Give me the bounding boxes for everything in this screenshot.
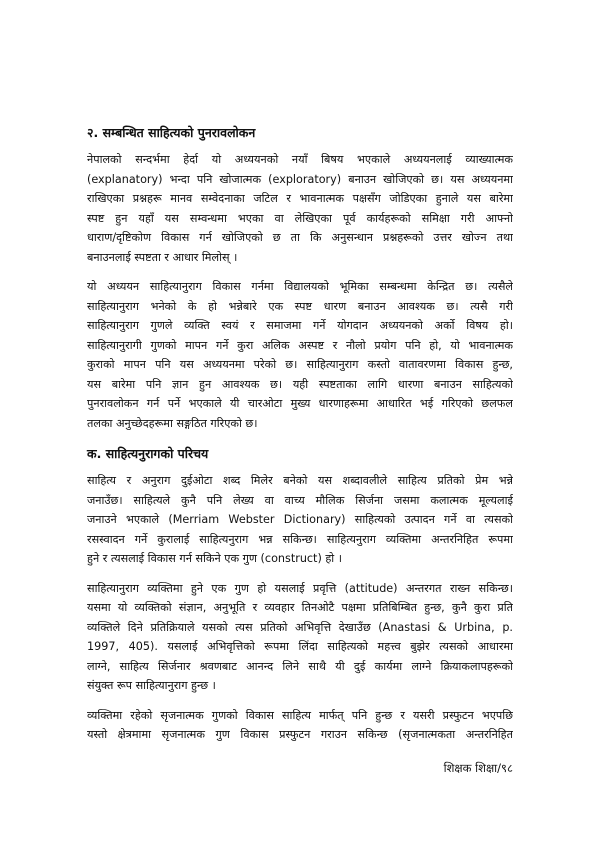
paragraph-focus xyxy=(87,277,513,433)
text-line: लाग्ने, साहित्य सिर्जनार श्रवणबाट आनन्द लिने साथै यी दुई कार्यमा लाग्ने क्रियाकलापहरूको xyxy=(87,659,513,673)
text-line: व्यक्तिमा रहेको सृजनात्मक गुणको विकास साहित्य मार्फत् पनि हुन्छ र यसरी प्रस्फुटन भएपछि xyxy=(87,708,513,722)
paragraph-creativity xyxy=(87,706,513,745)
text-line: यस्तो क्षेत्रमामा सृजनात्मक गुण विकास प्रस्फुटन गराउन सकिन्छ (सृजनात्मकता अन्तरनिहित xyxy=(87,728,513,741)
paragraph-definition xyxy=(87,471,513,569)
text-line: (explanatory) भन्दा पनि खोजात्मक (exploratory) बनाउन खोजिएको छ। यस अध्ययनमा xyxy=(87,172,513,186)
text-line: साहित्यानुराग गुणले व्यक्ति स्वयं र समाजमा गर्ने योगदान अध्ययनको अर्को विषय हो। xyxy=(87,319,513,332)
paragraph-intro xyxy=(87,150,513,267)
text-line: यसमा यो व्यक्तिको संज्ञान, अनुभूति र व्यवहार तिनओटै पक्षमा प्रतिबिम्बित हुन्छ, कुनै कुरा प्रति xyxy=(87,601,513,614)
text-line: साहित्यानुराग भनेको के हो भन्नेबारे एक स्पष्ट धारण बनाउन आवश्यक छ। त्यसै गरी xyxy=(87,299,513,313)
text-line: नेपालको सन्दर्भमा हेर्दा यो अध्ययनको नयाँ बिषय भएकाले अध्ययनलाई व्याख्यात्मक xyxy=(87,153,513,166)
section-heading: २. सम्बन्धित साहित्यको पुनरावलोकन xyxy=(87,125,256,140)
text-line: तलका अनुच्छेदहरूमा सङ्गठित गरिएको छ। xyxy=(87,416,258,430)
text-line: राखिएका प्रश्नहरू मानव सम्वेदनाका जटिल र भावनात्मक पक्षसँग जोडिएका हुनाले यस बारेमा xyxy=(87,192,513,205)
text-line: बनाउनलाई स्पष्टता र आधार मिलोस् । xyxy=(87,250,238,264)
text-line: साहित्यानुरागी गुणको मापन गर्ने कुरा अलिक अस्पष्ट र नौलो प्रयोग पनि हो, यो भावनात्मक xyxy=(87,338,513,352)
text-line: जनाउने भएकाले (Merriam Webster Dictionary) साहित्यको उत्पादन गर्ने वा त्यसको xyxy=(87,513,513,526)
text-line: साहित्य र अनुराग दुईओटा शब्द मिलेर बनेको यस शब्दावलीले साहित्य प्रतिको प्रेम भन्ने xyxy=(87,474,513,487)
text-line: रसस्वादन गर्ने कुरालाई साहित्यनुराग भन्न सकिन्छ। साहित्यनुराग व्यक्तिमा अन्तरनिहित रूपमा xyxy=(87,532,513,546)
text-line: स्पष्ट हुन यहाँ यस सम्वन्धमा भएका वा लेखिएका पूर्व कार्यहरूको समिक्षा गरी आफ्नो xyxy=(87,211,513,225)
text-line: जनाउँछ। साहित्यले कुनै पनि लेख्य वा वाच्य मौलिक सिर्जना जसमा कलात्मक मूल्यलाई xyxy=(87,493,513,507)
page-footer: शिक्षक शिक्षा/९८ xyxy=(443,760,513,775)
text-line: 1997, 405). यसलाई अभिवृत्तिको रूपमा लिंदा साहित्यको महत्त्व बुझेर त्यसको आधारमा xyxy=(87,640,513,653)
text-line: साहित्यानुराग व्यक्तिमा हुने एक गुण हो यसलाई प्रवृत्ति (attitude) अन्तरगत राख्न सकिन्छ। xyxy=(87,581,513,595)
text-line: पुनरावलोकन गर्न पर्ने भएकाले यी चारओटा मुख्य धारणाहरूमा आधारित भई गरिएको छलफल xyxy=(87,397,513,410)
text-line: संयुक्त रूप साहित्यानुराग हुन्छ । xyxy=(87,679,216,692)
subsection-heading: क. साहित्यनुरागको परिचय xyxy=(87,446,209,461)
text-line: हुने र त्यसलाई विकास गर्न सकिने एक गुण (construct) हो । xyxy=(87,552,343,565)
text-line: कुराको मापन पनि यस अध्ययनमा परेको छ। साहित्यानुराग कस्तो वातावरणमा विकास हुन्छ, xyxy=(87,358,513,371)
paragraph-attitude xyxy=(87,579,513,696)
text-line: धाराण/दृष्टिकोण विकास गर्न खोजिएको छ ता कि अनुसन्धान प्रश्नहरूको उत्तर खोज्न तथा xyxy=(87,231,513,244)
text-line: यस बारेमा पनि ज्ञान हुन आवश्यक छ। यही स्पष्टताका लागि धारणा बनाउन साहित्यको xyxy=(87,377,513,391)
text-line: व्यक्तिले दिने प्रतिक्रियाले यसको त्यस प्रतिको अभिवृत्ति देखाउँछ (Anastasi & Urbina, p. xyxy=(87,620,513,634)
text-line: यो अध्ययन साहित्यानुराग विकास गर्नमा विद्यालयको भूमिका सम्बन्धमा केन्द्रित छ। त्यसैले xyxy=(87,280,513,293)
